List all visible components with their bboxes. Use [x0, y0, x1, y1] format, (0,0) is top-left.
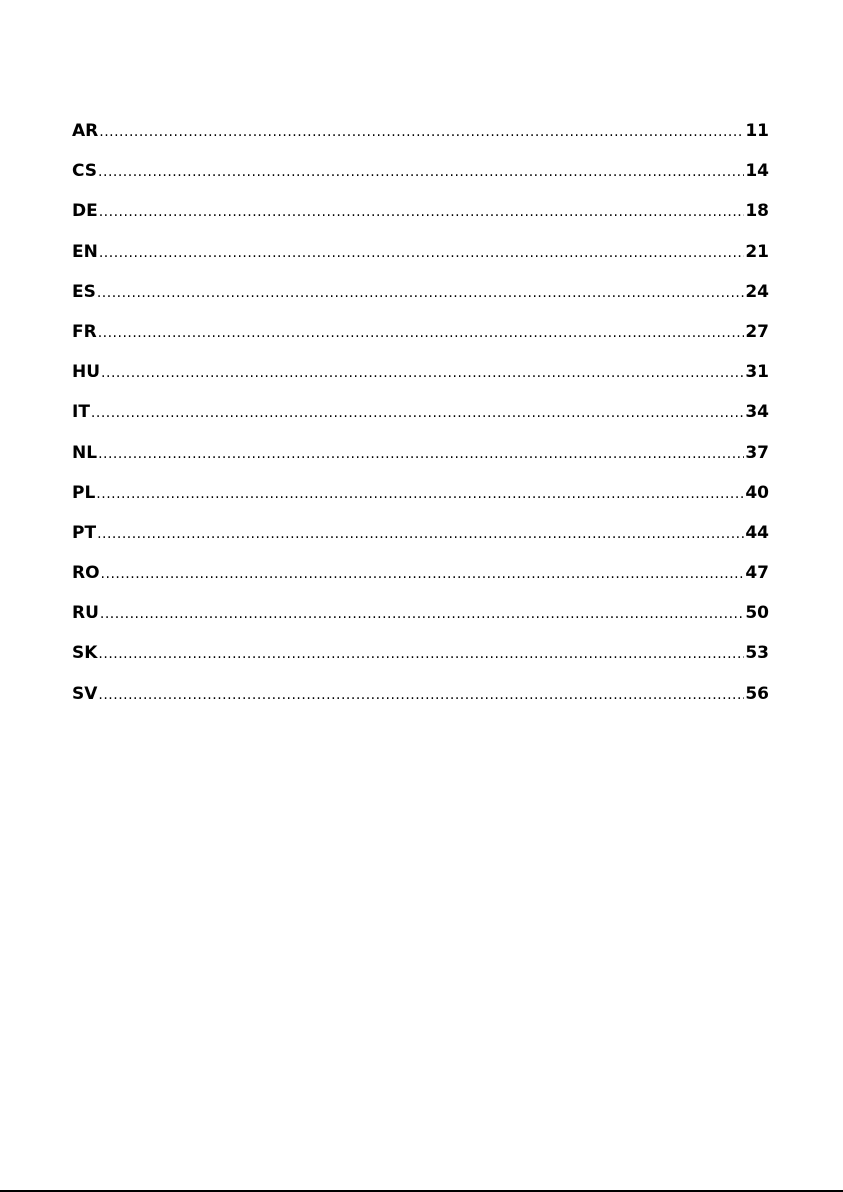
toc-page-number: 53 — [745, 643, 769, 664]
toc-dot-leader — [98, 680, 744, 710]
toc-page-number: 31 — [745, 362, 769, 383]
toc-language-code: SK — [72, 643, 98, 664]
toc-dot-leader — [99, 197, 745, 227]
toc-entry-en[interactable] — [72, 237, 769, 277]
toc-entry-it[interactable] — [72, 397, 769, 437]
toc-page-number: 37 — [745, 442, 769, 463]
toc-page-number: 27 — [745, 321, 769, 342]
toc-entry-ru[interactable] — [72, 598, 769, 638]
toc-page-number: 47 — [745, 563, 769, 584]
toc-page-number: 24 — [745, 281, 769, 302]
toc-entry-de[interactable] — [72, 196, 769, 236]
toc-language-code: PL — [72, 482, 96, 503]
toc-entry-cs[interactable] — [72, 156, 769, 196]
toc-entry-ar[interactable] — [72, 116, 769, 156]
toc-language-code: DE — [72, 201, 98, 222]
toc-entry-sk[interactable] — [72, 638, 769, 678]
toc-page-number: 18 — [745, 201, 769, 222]
toc-entry-es[interactable] — [72, 277, 769, 317]
toc-dot-leader — [98, 439, 744, 469]
toc-dot-leader — [101, 358, 744, 388]
toc-dot-leader — [101, 559, 745, 589]
toc-language-code: HU — [72, 362, 101, 383]
toc-language-code: PT — [72, 522, 97, 543]
toc-language-code: SV — [72, 683, 98, 704]
toc-language-code: NL — [72, 442, 98, 463]
toc-language-code: CS — [72, 161, 98, 182]
toc-entry-sv[interactable] — [72, 679, 769, 719]
toc-language-code: RU — [72, 603, 99, 624]
toc-page-number: 11 — [745, 121, 769, 141]
toc-entry-pl[interactable] — [72, 478, 769, 518]
toc-language-code: IT — [72, 402, 90, 423]
toc-page-number: 14 — [745, 161, 769, 182]
toc-dot-leader — [98, 157, 744, 187]
toc-dot-leader — [97, 278, 744, 308]
toc-dot-leader — [98, 318, 745, 348]
toc-dot-leader — [98, 639, 744, 669]
toc-page-number: 56 — [745, 683, 769, 704]
toc-dot-leader — [91, 398, 744, 428]
toc-dot-leader — [99, 117, 744, 147]
toc-language-code: EN — [72, 241, 98, 262]
toc-dot-leader — [100, 599, 744, 629]
toc-entry-pt[interactable] — [72, 518, 769, 558]
toc-language-code: AR — [72, 121, 99, 141]
toc-page-number: 21 — [745, 241, 769, 262]
toc-dot-leader — [97, 519, 744, 549]
toc-language-code: ES — [72, 281, 96, 302]
table-of-contents — [72, 116, 769, 719]
toc-entry-hu[interactable] — [72, 357, 769, 397]
toc-entry-ro[interactable] — [72, 558, 769, 598]
toc-page-number: 50 — [745, 603, 769, 624]
toc-entry-nl[interactable] — [72, 438, 769, 478]
toc-dot-leader — [96, 479, 744, 509]
toc-entry-fr[interactable] — [72, 317, 769, 357]
toc-dot-leader — [99, 238, 744, 268]
toc-page-number: 44 — [745, 522, 769, 543]
toc-page-number: 40 — [745, 482, 769, 503]
toc-page-number: 34 — [745, 402, 769, 423]
toc-language-code: RO — [72, 563, 100, 584]
toc-language-code: FR — [72, 321, 97, 342]
